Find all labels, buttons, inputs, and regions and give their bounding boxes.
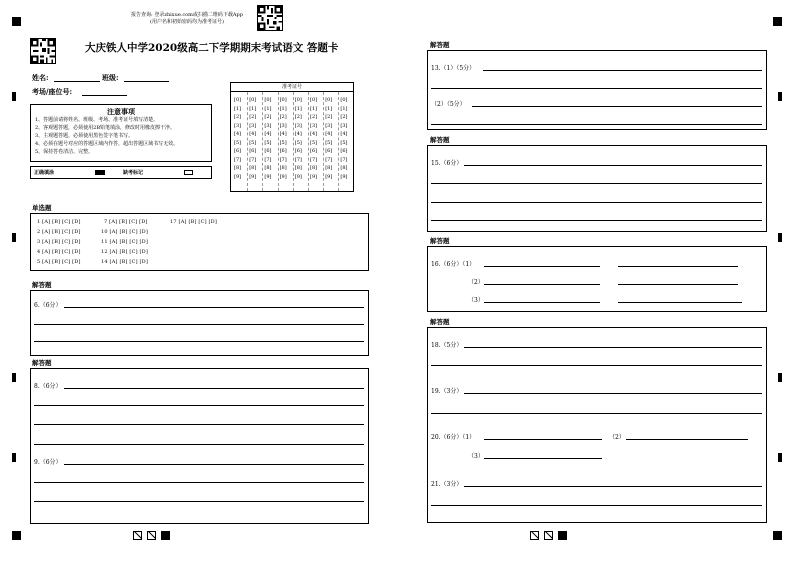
exam-id-bubble[interactable]: [2] xyxy=(325,114,333,120)
exam-id-bubble[interactable]: [0] xyxy=(279,97,287,103)
side-mark xyxy=(12,373,16,382)
exam-id-bubble[interactable]: [8] xyxy=(310,165,318,171)
answer-line[interactable] xyxy=(484,284,600,285)
notice-item: 4、必须在题号对应的答题区域内作答，超出答题区域书写无效。 xyxy=(35,141,179,147)
answer-line[interactable] xyxy=(64,388,364,389)
side-mark xyxy=(778,233,782,242)
exam-id-bubble[interactable]: [1] xyxy=(310,105,318,112)
single-choice-box xyxy=(30,213,369,271)
exam-seat-field[interactable] xyxy=(82,95,127,96)
section-title: 解答题 xyxy=(430,41,450,49)
exam-id-digit-column xyxy=(280,96,290,181)
section-title: 解答题 xyxy=(430,136,450,144)
name-label: 姓名: xyxy=(32,73,49,82)
choice-item[interactable]: 4 [A] [B] [C] [D] xyxy=(37,249,81,255)
exam-id-bubble[interactable]: [4] xyxy=(294,131,302,137)
exam-id-bubble[interactable]: [4] xyxy=(279,131,287,137)
exam-id-bubble[interactable]: [9] xyxy=(234,173,242,180)
class-label: 班级: xyxy=(102,73,119,82)
download-note-line2: (用户名和初始密码均为准考证号) xyxy=(150,19,224,25)
question-label: 19.（3分） xyxy=(431,388,463,395)
exam-id-bubble[interactable]: [6] xyxy=(264,148,272,154)
exam-id-bubble[interactable]: [6] xyxy=(294,148,302,154)
exam-id-bubble[interactable]: [3] xyxy=(340,122,348,129)
exam-id-digit-column xyxy=(249,96,259,181)
exam-id-bubble[interactable]: [6] xyxy=(325,148,333,154)
answer-line[interactable] xyxy=(34,482,364,483)
exam-id-bubble[interactable]: [1] xyxy=(249,105,257,112)
answer-line[interactable] xyxy=(34,405,364,406)
column-separator xyxy=(262,92,263,191)
choice-item[interactable]: 2 [A] [B] [C] [D] xyxy=(37,229,81,235)
exam-id-bubble[interactable]: [9] xyxy=(340,173,348,180)
column-separator xyxy=(308,92,309,191)
exam-id-bubble[interactable]: [2] xyxy=(294,114,302,120)
choice-item[interactable]: 1 [A] [B] [C] [D] xyxy=(37,219,81,225)
answer-line[interactable] xyxy=(472,106,762,107)
page-mark-hatched xyxy=(147,531,156,540)
exam-id-bubble[interactable]: [0] xyxy=(294,97,302,103)
exam-id-bubble[interactable]: [0] xyxy=(325,97,333,103)
exam-id-bubble[interactable]: [1] xyxy=(340,105,348,112)
exam-id-bubble[interactable]: [4] xyxy=(310,131,318,137)
answer-line[interactable] xyxy=(484,458,602,459)
answer-line[interactable] xyxy=(464,165,762,166)
choice-item[interactable]: 5 [A] [B] [C] [D] xyxy=(37,259,81,265)
exam-id-digit-column xyxy=(234,96,244,181)
absent-mark-checkbox[interactable] xyxy=(184,170,193,175)
choice-item[interactable]: 3 [A] [B] [C] [D] xyxy=(37,239,81,245)
exam-id-bubble[interactable]: [9] xyxy=(325,173,333,180)
section-title: 解答题 xyxy=(430,318,450,326)
exam-id-bubble[interactable]: [5] xyxy=(279,139,287,146)
exam-id-bubble[interactable]: [1] xyxy=(294,105,302,112)
answer-line[interactable] xyxy=(464,347,762,348)
answer-line[interactable] xyxy=(431,124,762,125)
exam-id-bubble[interactable]: [1] xyxy=(325,105,333,112)
exam-id-bubble[interactable]: [2] xyxy=(279,114,287,120)
exam-id-bubble[interactable]: [0] xyxy=(249,97,257,103)
answer-line[interactable] xyxy=(64,464,364,465)
exam-id-bubble[interactable]: [2] xyxy=(264,114,272,120)
notice-item: 3、主观题答题，必须使用黑色签字笔书写。 xyxy=(35,133,134,139)
exam-id-bubble[interactable]: [6] xyxy=(340,148,348,154)
exam-id-bubble[interactable]: [3] xyxy=(264,122,272,129)
exam-id-bubble[interactable]: [9] xyxy=(249,173,257,180)
exam-id-bubble[interactable]: [5] xyxy=(249,139,257,146)
answer-line[interactable] xyxy=(34,501,364,502)
exam-id-bubble[interactable]: [8] xyxy=(234,165,242,171)
answer-line[interactable] xyxy=(618,266,738,267)
exam-id-bubble[interactable]: [9] xyxy=(294,173,302,180)
exam-id-bubble[interactable]: [4] xyxy=(325,131,333,137)
answer-box-q13 xyxy=(427,50,767,130)
column-separator xyxy=(278,92,279,191)
exam-id-bubble[interactable]: [3] xyxy=(279,122,287,129)
choice-item[interactable]: 17 [A] [B] [C] [D] xyxy=(170,219,218,225)
answer-line[interactable] xyxy=(34,324,364,325)
column-separator xyxy=(338,92,339,191)
exam-id-bubble[interactable]: [3] xyxy=(325,122,333,129)
page-mark-filled xyxy=(558,531,567,540)
answer-box-q15 xyxy=(427,145,767,232)
exam-id-bubble[interactable]: [7] xyxy=(264,156,272,163)
exam-id-bubble[interactable]: [8] xyxy=(279,165,287,171)
answer-line[interactable] xyxy=(483,70,762,71)
exam-id-bubble[interactable]: [5] xyxy=(325,139,333,146)
choice-item[interactable]: 14 [A] [B] [C] [D] xyxy=(101,259,149,265)
answer-line[interactable] xyxy=(431,413,762,414)
exam-id-bubble[interactable]: [7] xyxy=(325,156,333,163)
answer-line[interactable] xyxy=(626,439,748,440)
page-mark-hatched xyxy=(133,531,142,540)
corner-mark-bottom-right xyxy=(773,531,782,540)
exam-id-bubble[interactable]: [0] xyxy=(340,97,348,103)
exam-id-bubble[interactable]: [4] xyxy=(249,131,257,137)
question-label: （2） xyxy=(609,434,625,441)
exam-id-bubble[interactable]: [0] xyxy=(310,97,318,103)
exam-id-bubble-grid[interactable] xyxy=(231,83,353,191)
answer-line[interactable] xyxy=(464,486,762,487)
notice-title: 注意事项 xyxy=(107,107,135,116)
answer-line[interactable] xyxy=(34,424,364,425)
answer-line[interactable] xyxy=(431,88,762,89)
exam-id-bubble[interactable]: [7] xyxy=(294,156,302,163)
exam-id-bubble[interactable]: [1] xyxy=(234,105,242,112)
exam-id-bubble[interactable]: [2] xyxy=(234,114,242,120)
answer-line[interactable] xyxy=(484,302,600,303)
exam-id-bubble[interactable]: [7] xyxy=(340,156,348,163)
answer-line[interactable] xyxy=(484,266,600,267)
exam-id-bubble[interactable]: [7] xyxy=(279,156,287,163)
page-mark-hatched xyxy=(544,531,553,540)
column-separator xyxy=(323,92,324,191)
side-mark xyxy=(778,453,782,462)
question-label: 20.（6分）（1） xyxy=(431,434,476,441)
exam-id-box xyxy=(230,82,354,192)
exam-id-bubble[interactable]: [0] xyxy=(234,97,242,103)
question-label: （2）（5分） xyxy=(431,101,466,108)
exam-id-bubble[interactable]: [7] xyxy=(249,156,257,163)
answer-box-q16 xyxy=(427,246,767,312)
choice-item[interactable]: 12 [A] [B] [C] [D] xyxy=(101,249,149,255)
exam-id-bubble[interactable]: [9] xyxy=(279,173,287,180)
answer-box-q6 xyxy=(30,290,369,356)
answer-line[interactable] xyxy=(484,439,602,440)
section-title: 解答题 xyxy=(32,359,52,367)
side-mark xyxy=(12,453,16,462)
correct-fill-label: 正确填涂 xyxy=(34,170,55,176)
exam-id-bubble[interactable]: [9] xyxy=(310,173,318,180)
exam-id-bubble[interactable]: [7] xyxy=(310,156,318,163)
page-mark-hatched xyxy=(530,531,539,540)
corner-mark-top-right xyxy=(773,17,782,26)
exam-id-bubble[interactable]: [5] xyxy=(234,139,242,146)
exam-id-bubble[interactable]: [3] xyxy=(294,122,302,129)
exam-id-bubble[interactable]: [3] xyxy=(249,122,257,129)
question-label: 16.（6分）（1） xyxy=(431,261,476,268)
answer-line[interactable] xyxy=(431,202,762,203)
question-label: 6.（6分） xyxy=(34,302,62,309)
answer-line[interactable] xyxy=(618,284,738,285)
exam-id-bubble[interactable]: [8] xyxy=(340,165,348,171)
exam-id-digit-column xyxy=(340,96,350,181)
choice-item[interactable]: 10 [A] [B] [C] [D] xyxy=(101,229,149,235)
correct-fill-sample xyxy=(95,170,105,175)
exam-id-digit-column xyxy=(264,96,274,181)
exam-id-bubble[interactable]: [9] xyxy=(264,173,272,180)
question-label: （2） xyxy=(468,279,484,286)
answer-line[interactable] xyxy=(431,505,762,506)
answer-box-q8-q9 xyxy=(30,368,369,524)
question-label: 18.（5分） xyxy=(431,342,463,349)
answer-line[interactable] xyxy=(431,220,762,221)
section-title: 解答题 xyxy=(32,281,52,289)
exam-id-bubble[interactable]: [6] xyxy=(249,148,257,154)
page-title: 大庆铁人中学2020级高二下学期期末考试语文 答题卡 xyxy=(85,42,339,54)
exam-id-digit-column xyxy=(310,96,320,181)
answer-line[interactable] xyxy=(431,183,762,184)
notice-item: 5、保持答卷清洁、完整。 xyxy=(35,149,94,155)
exam-id-bubble[interactable]: [2] xyxy=(249,114,257,120)
download-note-line1: 报告查询: 登录zhixue.com或扫描二维码下载App xyxy=(131,12,243,18)
exam-seat-label: 考场/座位号: xyxy=(32,87,73,96)
notice-box xyxy=(30,104,212,162)
question-label: 8.（6分） xyxy=(34,383,62,390)
exam-id-bubble[interactable]: [4] xyxy=(340,131,348,137)
exam-id-bubble[interactable]: [2] xyxy=(340,114,348,120)
answer-line[interactable] xyxy=(64,307,364,308)
sheet-qr-code-icon xyxy=(30,38,56,64)
exam-id-bubble[interactable]: [7] xyxy=(234,156,242,163)
side-mark xyxy=(12,233,16,242)
absent-mark-label: 缺考标记 xyxy=(123,170,144,176)
answer-line[interactable] xyxy=(34,444,364,445)
column-separator xyxy=(293,92,294,191)
question-label: 9.（6分） xyxy=(34,459,62,466)
exam-id-bubble[interactable]: [5] xyxy=(310,139,318,146)
choice-item[interactable]: 11 [A] [B] [C] [D] xyxy=(101,239,149,245)
exam-id-bubble[interactable]: [6] xyxy=(310,148,318,154)
exam-id-bubble[interactable]: [4] xyxy=(264,131,272,137)
exam-id-bubble[interactable]: [3] xyxy=(234,122,242,129)
corner-mark-bottom-left xyxy=(12,531,21,540)
exam-id-digit-column xyxy=(295,96,305,181)
exam-id-bubble[interactable]: [1] xyxy=(264,105,272,112)
exam-id-digit-column xyxy=(325,96,335,181)
question-label: 21.（3分） xyxy=(431,481,463,488)
question-label: 13.（1）（5分） xyxy=(431,65,476,72)
notice-item: 2、客观题答题，必须使用2B铅笔填涂，修改时用橡皮擦干净。 xyxy=(35,125,176,131)
exam-id-bubble[interactable]: [3] xyxy=(310,122,318,129)
notice-item: 1、答题前请将姓名、班级、考场、准考证号填写清楚。 xyxy=(35,117,159,123)
exam-id-bubble[interactable]: [6] xyxy=(279,148,287,154)
exam-id-bubble[interactable]: [6] xyxy=(234,148,242,154)
exam-id-bubble[interactable]: [8] xyxy=(249,165,257,171)
question-label: （3） xyxy=(468,297,484,304)
exam-id-bubble[interactable]: [2] xyxy=(310,114,318,120)
exam-id-title: 准考证号 xyxy=(281,84,302,90)
answer-line[interactable] xyxy=(618,302,742,303)
exam-id-bubble[interactable]: [4] xyxy=(234,131,242,137)
page-mark-filled xyxy=(161,531,170,540)
column-separator xyxy=(247,92,248,191)
corner-mark-top-left xyxy=(12,17,21,26)
question-label: （3） xyxy=(468,453,484,460)
exam-id-bubble[interactable]: [1] xyxy=(279,105,287,112)
class-field[interactable] xyxy=(124,81,169,82)
side-mark xyxy=(778,373,782,382)
fill-example-box xyxy=(30,166,212,179)
exam-id-bubble[interactable]: [8] xyxy=(264,165,272,171)
exam-id-bubble[interactable]: [8] xyxy=(325,165,333,171)
single-choice-title: 单选题 xyxy=(32,204,52,212)
exam-id-bubble[interactable]: [0] xyxy=(264,97,272,103)
answer-line[interactable] xyxy=(431,365,762,366)
answer-box-q18-q21 xyxy=(427,327,767,523)
exam-id-bubble[interactable]: [5] xyxy=(340,139,348,146)
answer-line[interactable] xyxy=(34,341,364,342)
app-qr-code-icon xyxy=(257,5,283,31)
side-mark xyxy=(12,92,16,101)
section-title: 解答题 xyxy=(430,237,450,245)
exam-id-bubble[interactable]: [8] xyxy=(294,165,302,171)
name-field[interactable] xyxy=(54,81,100,82)
side-mark xyxy=(778,92,782,101)
answer-line[interactable] xyxy=(464,393,762,394)
exam-id-bubble[interactable]: [5] xyxy=(264,139,272,146)
question-label: 15.（6分） xyxy=(431,160,463,167)
choice-item[interactable]: 7 [A] [B] [C] [D] xyxy=(104,219,148,225)
exam-id-bubble[interactable]: [5] xyxy=(294,139,302,146)
